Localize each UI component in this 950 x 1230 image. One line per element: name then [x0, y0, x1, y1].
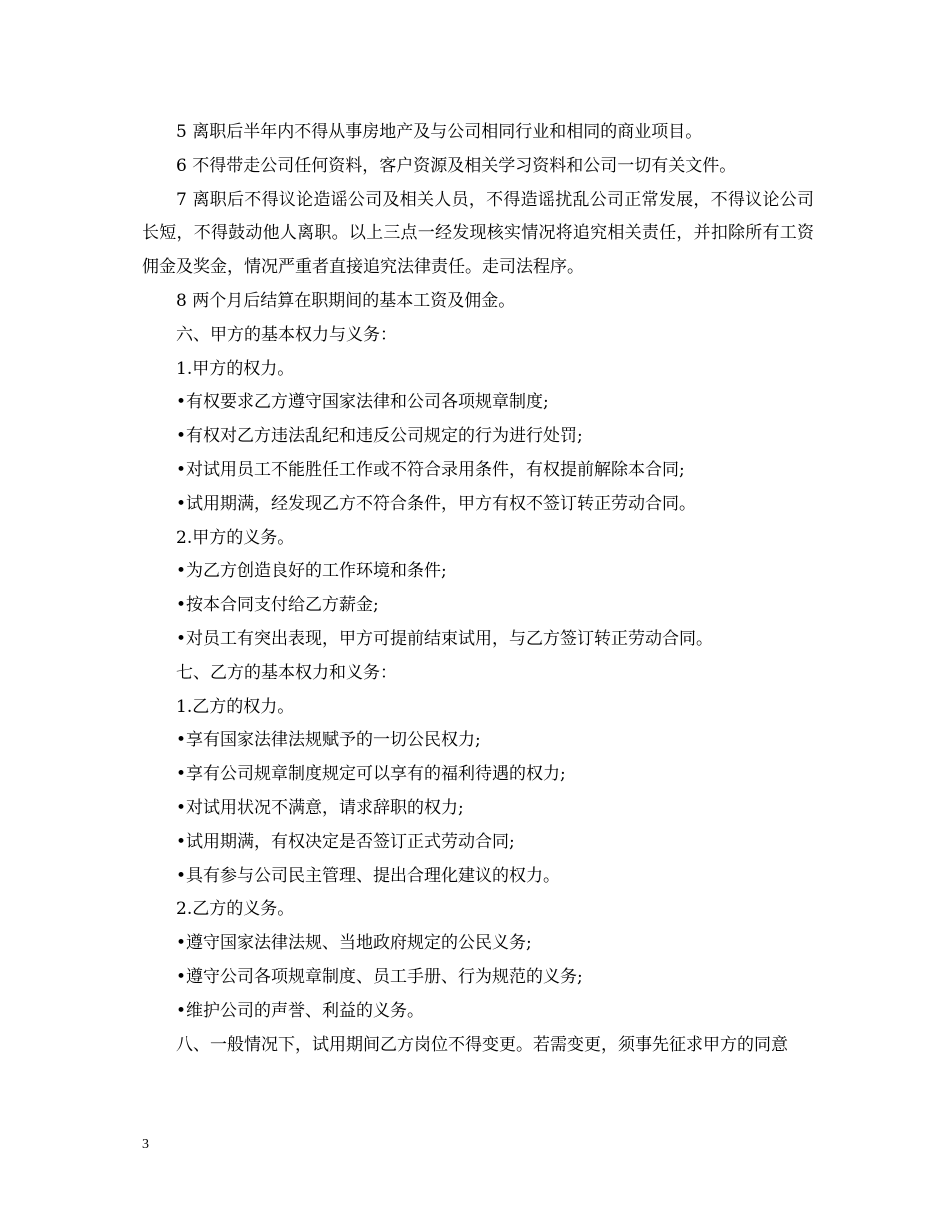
list-item: •遵守公司各项规章制度、员工手册、行为规范的义务;	[176, 966, 583, 987]
paragraph: 2.乙方的义务。	[176, 899, 295, 920]
list-item: •有权要求乙方遵守国家法律和公司各项规章制度;	[176, 392, 549, 413]
list-item: •享有公司规章制度规定可以享有的福利待遇的权力;	[176, 764, 566, 785]
list-item: •对试用员工不能胜任工作或不符合录用条件，有权提前解除本合同;	[176, 459, 685, 480]
paragraph: 1.乙方的权力。	[176, 696, 295, 717]
list-item: •有权对乙方违法乱纪和违反公司规定的行为进行处罚;	[176, 426, 583, 447]
list-item: •对员工有突出表现，甲方可提前结束试用，与乙方签订转正劳动合同。	[176, 628, 714, 649]
paragraph: 1.甲方的权力。	[176, 358, 295, 379]
list-item: •具有参与公司民主管理、提出合理化建议的权力。	[176, 865, 561, 886]
list-item: •试用期满，有权决定是否签订正式劳动合同;	[176, 831, 515, 852]
document-body	[142, 116, 814, 1062]
list-item: •维护公司的声誉、利益的义务。	[176, 1000, 425, 1021]
paragraph: 6 不得带走公司任何资料，客户资源及相关学习资料和公司一切有关文件。	[176, 155, 737, 176]
list-item: •对试用状况不满意，请求辞职的权力;	[176, 797, 464, 818]
paragraph: 5 离职后半年内不得从事房地产及与公司相同行业和相同的商业项目。	[176, 122, 703, 142]
paragraph: 7 离职后不得议论造谣公司及相关人员，不得造谣扰乱公司正常发展，不得议论公司长短，不得鼓动他人离职。以上三点一经发现核实情况将追究相关责任，并扣除所有工资佣金及奖金，情况严重者直接追究法律责任。走司法程序。	[142, 189, 814, 278]
paragraph: 8 两个月后结算在职期间的基本工资及佣金。	[176, 290, 516, 311]
list-item: •享有国家法律法规赋予的一切公民权力;	[176, 730, 481, 751]
list-item: •遵守国家法律法规、当地政府规定的公民义务;	[176, 933, 532, 954]
page-number: 3	[142, 1137, 149, 1152]
paragraph: 六、甲方的基本权力与义务：	[176, 324, 397, 345]
paragraph: 2.甲方的义务。	[176, 527, 295, 548]
paragraph: 八、一般情况下，试用期间乙方岗位不得变更。若需变更，须事先征求甲方的同意	[176, 1034, 788, 1055]
list-item: •按本合同支付给乙方薪金;	[176, 595, 379, 616]
list-item: •试用期满，经发现乙方不符合条件，甲方有权不签订转正劳动合同。	[176, 493, 697, 514]
list-item: •为乙方创造良好的工作环境和条件;	[176, 561, 447, 582]
paragraph: 七、乙方的基本权力和义务：	[176, 662, 397, 683]
